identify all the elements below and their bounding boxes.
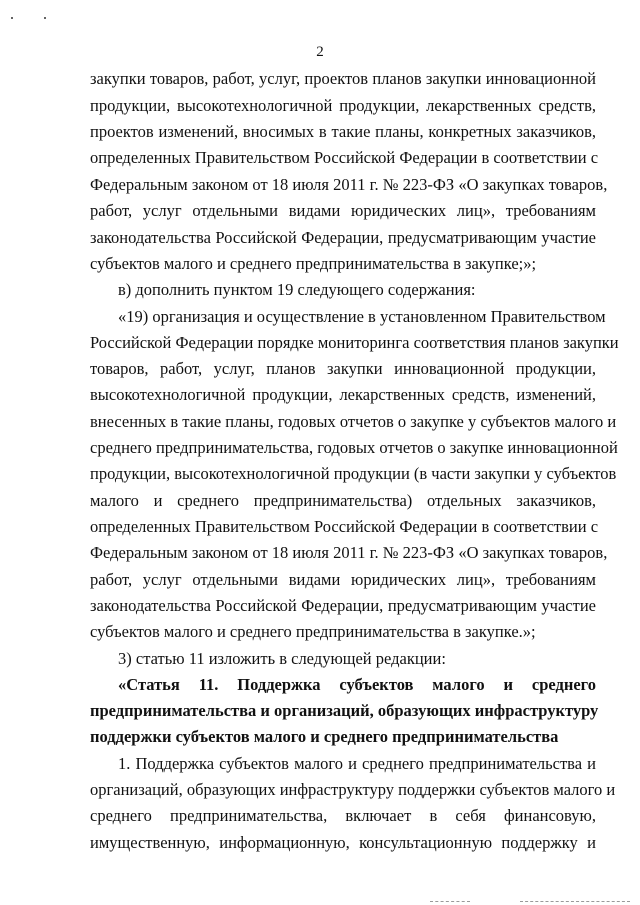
article-heading-line: «Статья 11. Поддержка субъектов малого и среднего bbox=[118, 675, 596, 694]
text-line: среднего предпринимательства, включает в себя финансовую, bbox=[90, 806, 596, 825]
text-line: проектов изменений, вносимых в такие планы, конкретных заказчиков, bbox=[90, 122, 596, 141]
scan-speck bbox=[11, 17, 13, 19]
text-line: малого и среднего предпринимательства) отдельных заказчиков, bbox=[90, 491, 596, 510]
text-line: Российской Федерации порядке мониторинга соответствия планов закупки bbox=[90, 333, 619, 352]
text-line: имущественную, информационную, консультационную поддержку и bbox=[90, 833, 596, 852]
text-line: высокотехнологичной продукции, лекарственных средств, изменений, bbox=[90, 385, 596, 404]
text-line: среднего предпринимательства, годовых отчетов о закупке инновационной bbox=[90, 438, 618, 457]
text-line: внесенных в такие планы, годовых отчетов о закупке у субъектов малого и bbox=[90, 412, 617, 431]
text-line: Федеральным законом от 18 июля 2011 г. № 223-ФЗ «О закупках товаров, bbox=[90, 175, 608, 194]
text-line: 1. Поддержка субъектов малого и среднего предпринимательства и bbox=[118, 754, 596, 773]
text-line: закупки товаров, работ, услуг, проектов планов закупки инновационной bbox=[90, 69, 596, 88]
text-line: субъектов малого и среднего предпринимательства в закупке;»; bbox=[90, 254, 537, 273]
text-line: продукции, высокотехнологичной продукции, лекарственных средств, bbox=[90, 96, 596, 115]
text-line: в) дополнить пунктом 19 следующего содержания: bbox=[118, 280, 476, 299]
text-line: законодательства Российской Федерации, предусматривающим участие bbox=[90, 228, 596, 247]
text-line: «19) организация и осуществление в установленном Правительством bbox=[118, 307, 606, 326]
page-number: 2 bbox=[316, 44, 324, 60]
text-line: Федеральным законом от 18 июля 2011 г. № 223-ФЗ «О закупках товаров, bbox=[90, 543, 608, 562]
text-line: законодательства Российской Федерации, предусматривающим участие bbox=[90, 596, 596, 615]
article-heading-line: предпринимательства и организаций, образующих инфраструктуру bbox=[90, 701, 599, 720]
text-line: работ, услуг отдельными видами юридических лиц», требованиям bbox=[90, 201, 596, 220]
text-line: работ, услуг отдельными видами юридических лиц», требованиям bbox=[90, 570, 596, 589]
scan-artifact-line bbox=[520, 901, 630, 903]
text-line: определенных Правительством Российской Федерации в соответствии с bbox=[90, 517, 599, 536]
scan-speck bbox=[44, 17, 46, 19]
text-line: субъектов малого и среднего предпринимательства в закупке.»; bbox=[90, 622, 536, 641]
text-line: товаров, работ, услуг, планов закупки инновационной продукции, bbox=[90, 359, 596, 378]
text-line: продукции, высокотехнологичной продукции (в части закупки у субъектов bbox=[90, 464, 617, 483]
text-line: организаций, образующих инфраструктуру поддержки субъектов малого и bbox=[90, 780, 616, 799]
text-line: 3) статью 11 изложить в следующей редакции: bbox=[118, 649, 446, 668]
scan-artifact-line bbox=[430, 901, 470, 903]
text-line: определенных Правительством Российской Федерации в соответствии с bbox=[90, 148, 599, 167]
article-heading-line: поддержки субъектов малого и среднего предпринимательства bbox=[90, 727, 559, 746]
